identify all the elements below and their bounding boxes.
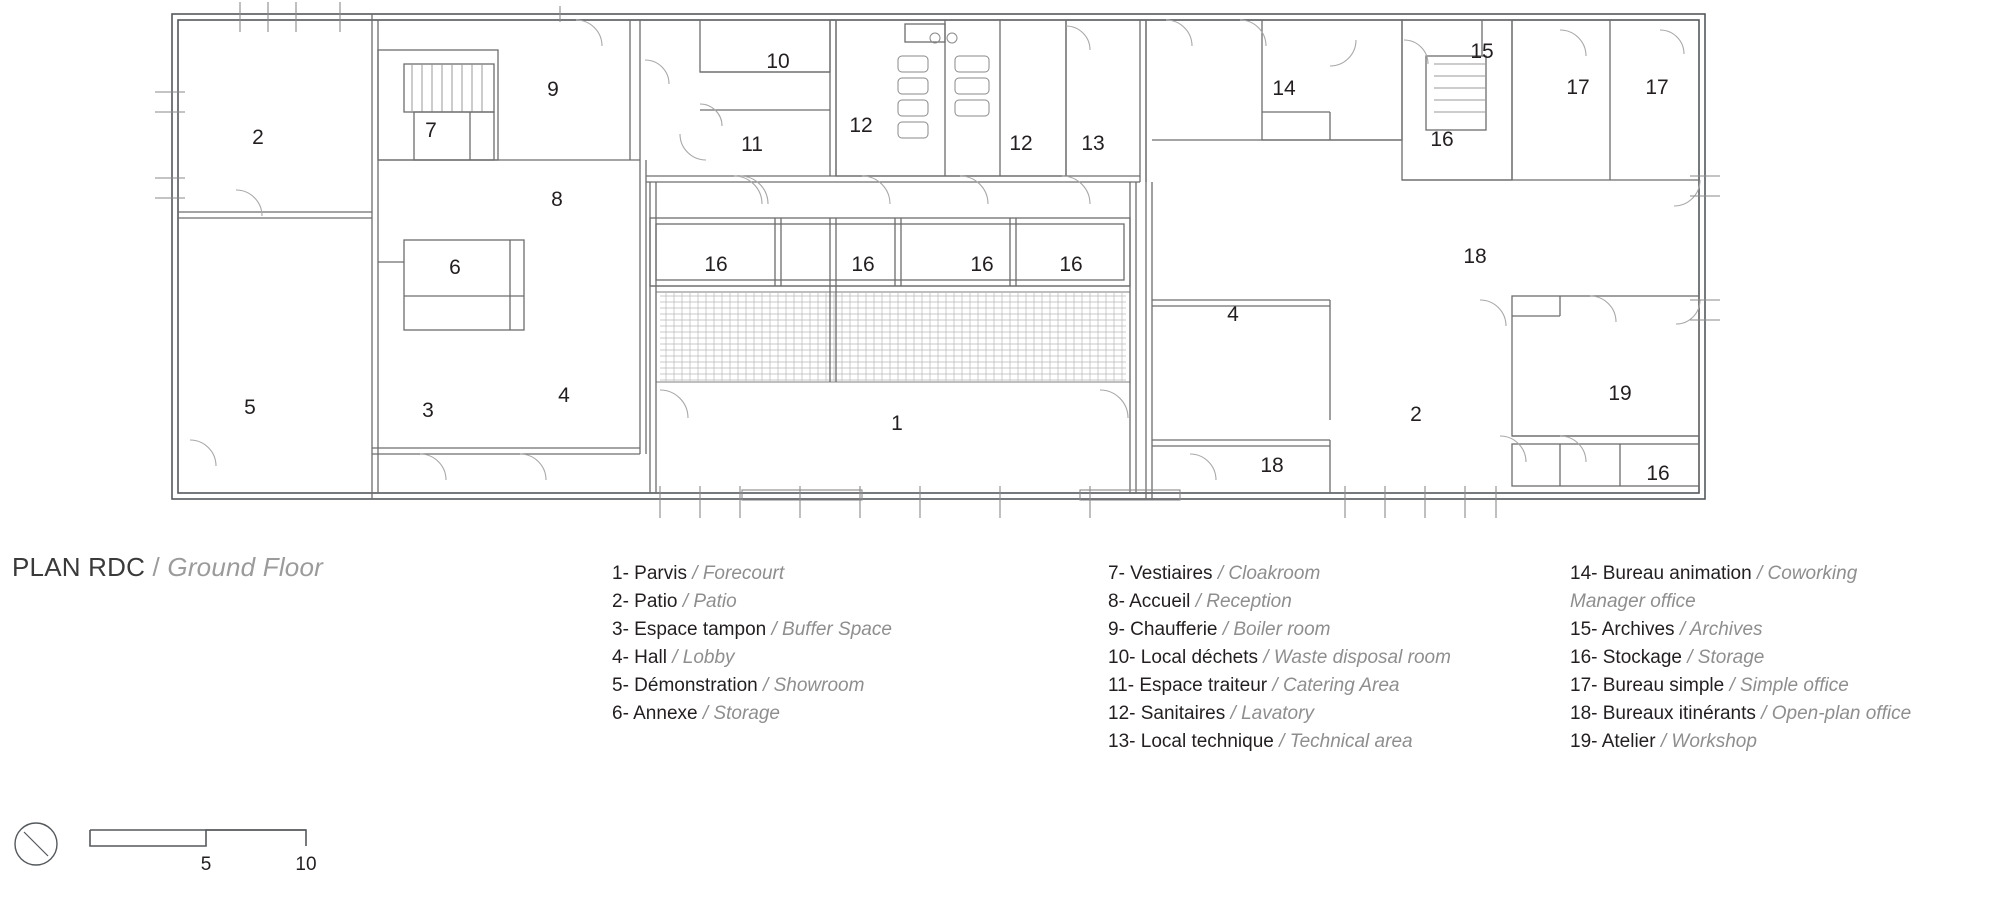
legend-item-number: 10- [1108,647,1136,668]
room-number: 17 [1566,76,1590,99]
legend-item [1570,560,1911,588]
legend-item-label-fr: Bureau simple [1597,675,1730,696]
scale-tick-5: 5 [200,854,212,875]
room-number: 2 [252,126,264,149]
legend-item [1108,700,1451,728]
legend-item [612,588,892,616]
legend-item-label-fr: Local déchets [1135,647,1264,668]
legend-item-label-en: Boiler room [1228,619,1331,640]
legend-item-label-fr: Archives [1597,619,1680,640]
legend-item-number: 1- [612,563,629,584]
legend-item-label-en: Storage [1692,647,1765,668]
legend-item-label-en: Showroom [768,675,865,696]
legend-column-1 [612,560,892,728]
legend-item-label-en: Buffer Space [776,619,892,640]
room-number: 4 [1227,303,1239,326]
room-number: 18 [1463,245,1487,268]
room-number: 16 [1646,462,1670,485]
legend-item-number: 8- [1108,591,1125,612]
room-number: 16 [851,253,875,276]
room-number: 7 [425,119,437,142]
legend-item-number: 11- [1108,675,1135,696]
legend-item-label-fr: Espace traiteur [1134,675,1273,696]
room-number: 10 [766,50,790,73]
legend-item-separator: / [1217,563,1224,584]
page-title [12,552,323,583]
room-number: 19 [1608,382,1632,405]
room-number: 3 [422,399,434,422]
legend-column-2 [1108,560,1451,756]
legend-item-label-en: Archives [1685,619,1763,640]
legend-item-separator: / [763,675,769,696]
legend-item-number: 12- [1108,703,1136,724]
room-number: 9 [547,78,559,101]
room-number: 1 [891,412,903,435]
legend-item-label-en: Workshop [1666,731,1757,752]
room-number: 18 [1260,454,1284,477]
legend-item-separator: / [1230,703,1236,724]
room-number: 16 [704,253,728,276]
legend-item [1108,672,1451,700]
legend-item-separator: / [1756,563,1763,584]
legend-item-number: 5- [612,675,629,696]
legend-item-label-en: Storage [708,703,780,724]
room-number: 12 [1009,132,1033,155]
legend-item-label-fr: Vestiaires [1124,563,1218,584]
legend-item-separator: / [771,619,777,640]
title-separator: / [152,552,160,582]
legend-item-number: 19- [1570,731,1598,752]
legend-item-label-fr: Bureaux itinérants [1597,703,1762,724]
legend-item-label-fr: Parvis [628,563,693,584]
room-number: 16 [1059,253,1083,276]
legend-item-label-en: Waste disposal room [1268,647,1451,668]
room-number: 17 [1645,76,1669,99]
legend-item [1108,644,1451,672]
legend-item-separator: / [692,563,698,584]
legend-item-separator: / [1222,619,1229,640]
room-number: 12 [849,114,873,137]
legend-item-separator: / [1195,591,1201,612]
legend-item-label-en: Lavatory [1235,703,1314,724]
legend-item [612,560,892,588]
legend-item [612,672,892,700]
legend-item [612,616,892,644]
legend-item-label-fr: Accueil [1124,591,1196,612]
legend-item-number: 13- [1108,731,1136,752]
legend-item-label-fr: Chaufferie [1124,619,1223,640]
legend-item-label-en: Lobby [677,647,735,668]
legend-item [612,644,892,672]
legend-item-separator: / [1729,675,1735,696]
legend-item-number: 2- [612,591,629,612]
legend-item-separator: / [702,703,709,724]
room-number: 5 [244,396,256,419]
room-number: 2 [1410,403,1422,426]
legend-item-label-fr: Stockage [1597,647,1688,668]
room-number: 8 [551,188,563,211]
legend-item-label-en: Catering Area [1277,675,1400,696]
legend-item-number: 16- [1570,647,1598,668]
legend-item-separator: / [1263,647,1269,668]
legend-item-number: 6- [612,703,629,724]
legend-item [1108,728,1451,756]
legend-item [1108,616,1451,644]
scale-bar [14,820,334,880]
legend-item-label-fr: Atelier [1597,731,1661,752]
legend-item-label-en: Coworking [1762,563,1858,584]
room-number: 15 [1470,40,1494,63]
legend-item-number: 4- [612,647,629,668]
legend-item-separator: / [672,647,678,668]
legend-item-separator: / [682,591,689,612]
legend-item-separator: / [1272,675,1278,696]
legend-column-3 [1570,560,1911,756]
legend-item-label-fr: Sanitaires [1135,703,1231,724]
legend-item-label-en: Technical area [1284,731,1413,752]
scale-tick-10: 10 [295,854,317,875]
title-fr: PLAN RDC [12,552,146,582]
legend-item-label-fr: Patio [628,591,683,612]
legend-item [1570,644,1911,672]
legend-item [612,700,892,728]
legend-item-number: 3- [612,619,629,640]
room-number: 16 [970,253,994,276]
room-number: 16 [1430,128,1454,151]
title-en: Ground Floor [167,552,323,582]
legend-item [1570,700,1911,728]
legend-item-number: 17- [1570,675,1598,696]
legend-item-label-en: Patio [688,591,737,612]
legend-item-label-en: Reception [1200,591,1292,612]
legend-item-separator: / [1687,647,1693,668]
legend-item-label-fr: Espace tampon [628,619,772,640]
legend-item-separator: / [1660,731,1667,752]
room-number: 4 [558,384,570,407]
legend-item-label-en: Cloakroom [1223,563,1321,584]
legend-item-label-en: Forecourt [697,563,785,584]
legend-item-label-fr: Annexe [628,703,703,724]
scale-bar-graphic [14,820,334,880]
room-number: 13 [1081,132,1105,155]
legend-item-separator: / [1679,619,1686,640]
legend-item [1570,672,1911,700]
legend-item-number: 18- [1570,703,1598,724]
legend-item-number: 9- [1108,619,1125,640]
legend-item [1570,728,1911,756]
legend-item-label-en: Open-plan office [1766,703,1912,724]
legend-item [1108,560,1451,588]
room-number: 14 [1272,77,1296,100]
legend-item-label-fr: Hall [628,647,673,668]
legend-item [1108,588,1451,616]
legend-item-number: 7- [1108,563,1125,584]
legend-item-label-continuation: Manager office [1570,591,1696,612]
legend-item-separator: / [1279,731,1285,752]
legend-item-label-fr: Bureau animation [1597,563,1757,584]
room-number: 6 [449,256,461,279]
legend-item-label-fr: Démonstration [628,675,764,696]
legend-item-separator: / [1761,703,1767,724]
room-number: 11 [741,133,763,156]
legend-item-number: 15- [1570,619,1598,640]
legend-item [1570,616,1911,644]
legend-item-number: 14- [1570,563,1598,584]
legend-item-label-fr: Local technique [1135,731,1280,752]
legend-item-label-en: Simple office [1734,675,1849,696]
